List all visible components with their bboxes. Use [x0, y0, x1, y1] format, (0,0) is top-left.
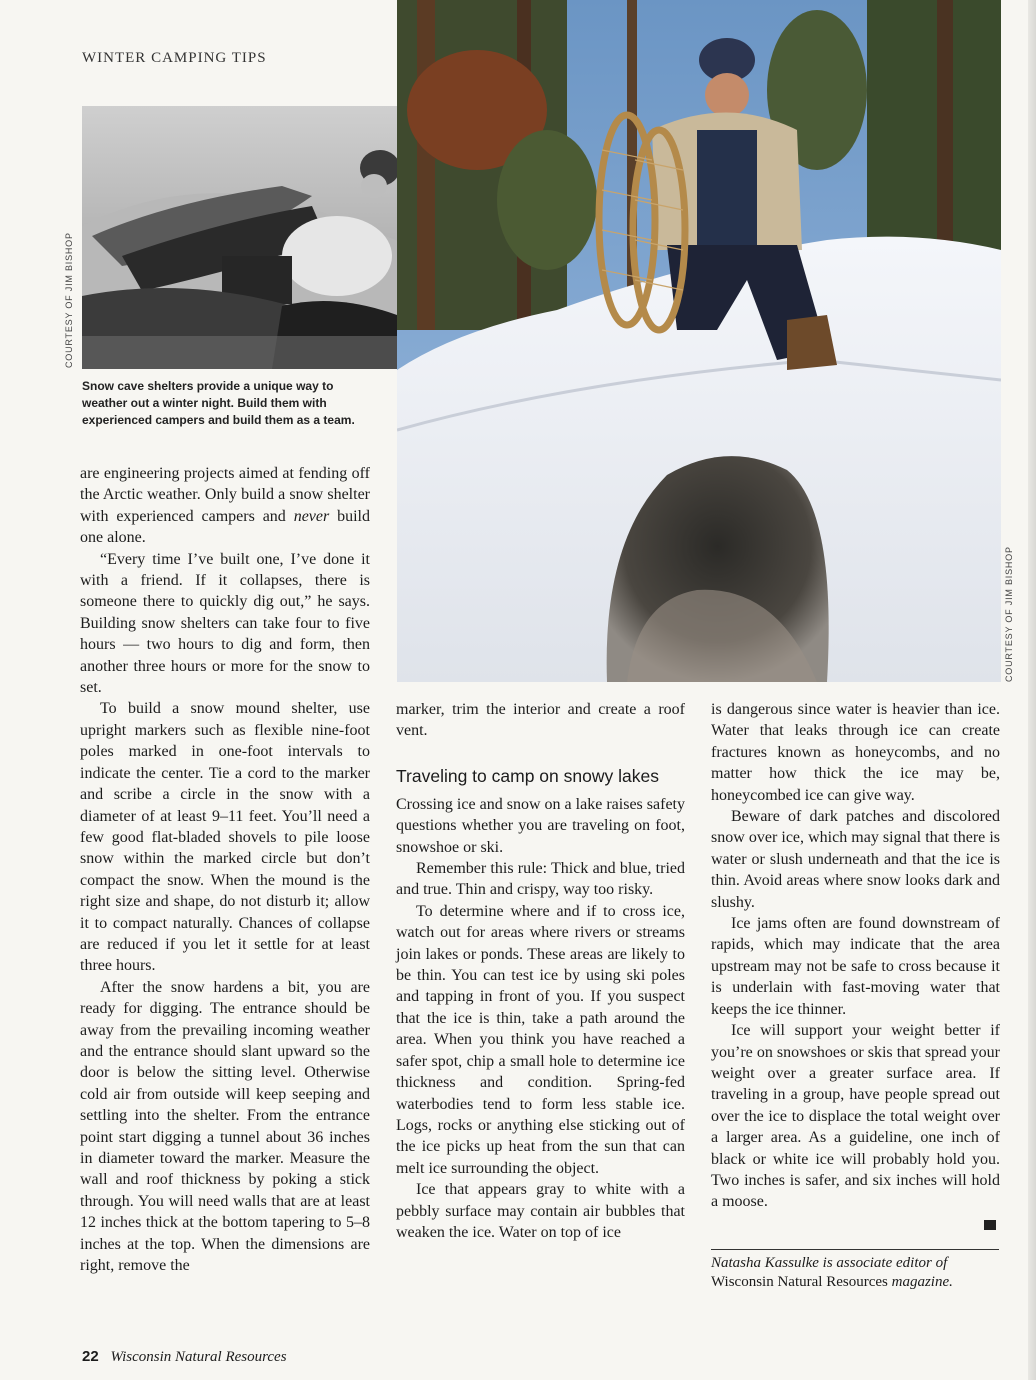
page-footer [82, 1348, 287, 1366]
photo-credit-main: COURTESY OF JIM BISHOP [1004, 546, 1014, 682]
paragraph: marker, trim the interior and create a roof vent. [396, 701, 685, 740]
paragraph: are engineering projects aimed at fending off the Arctic weather. Only build a snow shelter with experienced campers and never build one alone. [80, 465, 370, 547]
author-byline: Natasha Kassulke is associate editor of Wisconsin Natural Resources magazine. [711, 1255, 953, 1290]
photo-credit-left: COURTESY OF JIM BISHOP [64, 232, 74, 368]
paragraph: Crossing ice and snow on a lake raises safety questions whether you are traveling on foot, snowshoe or ski. [396, 795, 685, 856]
snow-shelter-photo [397, 0, 1001, 682]
page-edge [1028, 0, 1036, 1380]
paragraph: To determine where and if to cross ice, watch out for areas where rivers or streams join lakes or ponds. These areas are likely to be thin. You can test ice by using ski poles and tapping in front of you. If you suspect that the ice is thin, take a path around the area. When you think you have reached a safer spot, chip a small hole to determine ice thickness and condition. Spring-fed waterbodies tend to form less stable ice. Logs, rocks or anything else sticking out of the ice picks up heat from the sun that can melt ice surrounding the object. [396, 902, 685, 1177]
publication-name: Wisconsin Natural Resources [110, 1349, 287, 1365]
paragraph: To build a snow mound shelter, use upright markers such as flexible nine-foot poles marked in one-foot intervals to indicate the center. Tie a cord to the marker and scribe a circle in the snow with a diameter of at least 9–11 feet. You’ll need a few good flat-bladed shovels to pile loose snow within the marked circle but don’t compact the snow. When the mound is the right size and shape, do not disturb it; allow it to compact naturally. Chances of collapse are reduced if you let it settle for at least three hours. [80, 700, 370, 975]
section-label: WINTER CAMPING TIPS [82, 50, 267, 66]
paragraph: “Every time I’ve built one, I’ve done it with a friend. If it collapses, there is someone there to quickly dig out,” he says. Building snow shelters can take four to five hours — two hours to dig and form, then another three hours or more for the snow to set. [80, 550, 370, 697]
byline-rule [711, 1249, 999, 1250]
section-heading: Traveling to camp on snowy lakes [396, 765, 659, 786]
article-column-3 [711, 699, 1000, 1236]
paragraph: Ice that appears gray to white with a pebbly surface may contain air bubbles that weaken the ice. Water on top of ice [396, 1181, 685, 1241]
paragraph: is dangerous since water is heavier than ice. Water that leaks through ice can create fractures known as honeycombs, and no matter how thick the ice may be, honeycombed ice can give way. [711, 701, 1000, 804]
paragraph: Beware of dark patches and discolored snow over ice, which may signal that there is water or slush underneath and that the ice is thin. Avoid areas where snow looks dark and slushy. [711, 808, 1000, 911]
paragraph: Ice jams often are found downstream of rapids, which may indicate that the area upstream may not be safe to cross because it is underlain with fast-moving water that keeps the ice thinner. [711, 915, 1000, 1018]
article-column-1 [80, 463, 370, 1276]
article-column-2 [396, 699, 685, 1243]
end-mark-icon [711, 1215, 1000, 1236]
paragraph: Remember this rule: Thick and blue, tried and true. Thin and crispy, way too risky. [396, 860, 685, 899]
photo-caption: Snow cave shelters provide a unique way to weather out a winter night. Build them with experienced campers and build them as a team. [82, 379, 355, 427]
page-number: 22 [82, 1348, 99, 1365]
paragraph: After the snow hardens a bit, you are ready for digging. The entrance should be away from the prevailing incoming weather and the entrance should slant upward so the door is below the sitting level. Otherwise cold air from outside will keep seeping and settling into the shelter. From the entrance point start digging a tunnel about 36 inches in diameter toward the marker. Measure the wall and roof thickness by poking a stick through. You will need walls that are at least 12 inches thick at the bottom tapering to 5–8 inches at the top. When the dimensions are right, remove the [80, 978, 370, 1275]
paragraph: Ice will support your weight better if you’re on snowshoes or skis that spread your weight over a greater surface area. If traveling in a group, have people spread out over the ice to displace the total weight over a larger area. As a guideline, one inch of black or white ice will probably hold you. Two inches is safer, and six inches will hold a moose. [711, 1022, 1000, 1211]
